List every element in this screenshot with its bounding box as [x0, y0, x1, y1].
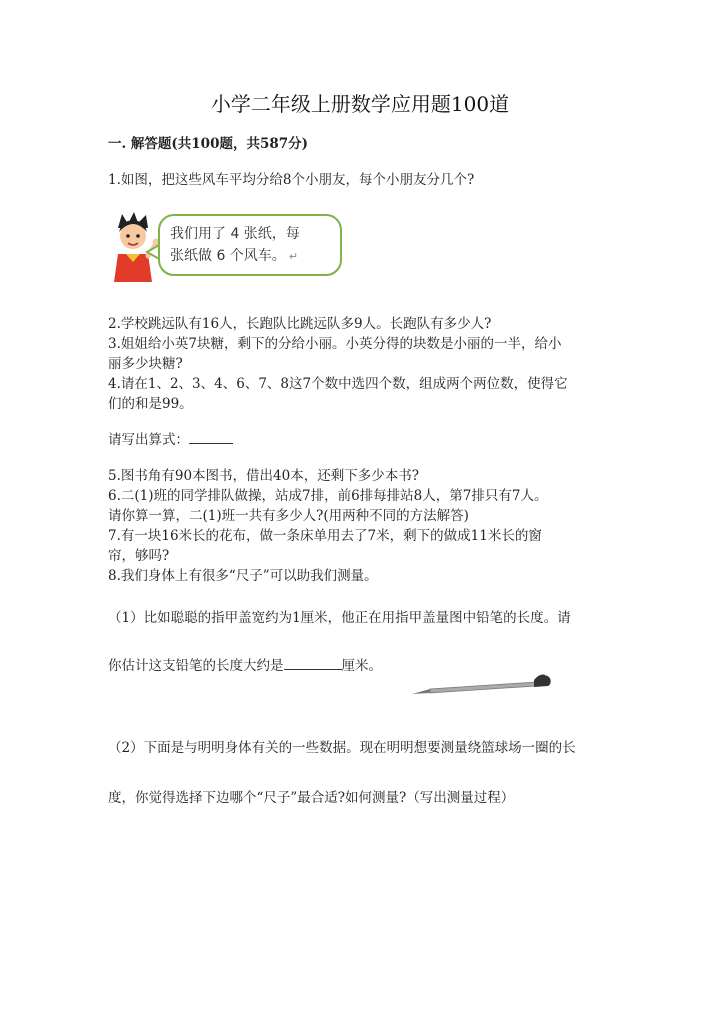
question-4-line-1: 4.请在1、2、3、4、6、7、8这7个数中选四个数，组成两个两位数，使得它 [108, 376, 568, 392]
pencil-icon [408, 670, 558, 706]
question-3-line-2: 丽多少块糖? [108, 356, 183, 372]
question-7-line-1: 7.有一块16米长的花布，做一条床单用去了7米，剩下的做成11米长的窗 [108, 528, 542, 544]
question-3-line-1: 3.姐姐给小英7块糖，剩下的分给小丽。小英分得的块数是小丽的一半，给小 [108, 336, 562, 352]
section-heading: 一. 解答题(共100题，共587分) [108, 136, 309, 152]
bubble-line-2: 张纸做 6 个风车。 [170, 248, 286, 264]
question-5: 5.图书角有90本图书，借出40本，还剩下多少本书? [108, 468, 419, 484]
estimate-text: 你估计这支铅笔的长度大约是 [108, 658, 284, 674]
formula-label: 请写出算式： [108, 432, 189, 448]
question-8-part-1-line-2 [108, 656, 382, 676]
page-title: 小学二年级上册数学应用题100道 [210, 92, 510, 116]
question-4-prompt [108, 430, 233, 450]
question-2: 2.学校跳远队有16人，长跑队比跳远队多9人。长跑队有多少人? [108, 316, 492, 332]
estimate-unit: 厘米。 [341, 658, 382, 674]
question-8-part-2-line-2: 度，你觉得选择下边哪个“尺子”最合适?如何测量?（写出测量过程） [108, 790, 515, 806]
question-8: 8.我们身体上有很多“尺子”可以助我们测量。 [108, 568, 378, 584]
formula-blank [189, 443, 233, 444]
question-8-part-1-line-1: （1）比如聪聪的指甲盖宽约为1厘米，他正在用指甲盖量图中铅笔的长度。请 [108, 610, 571, 626]
return-mark-icon: ↵ [288, 250, 299, 263]
q1-illustration [108, 210, 348, 284]
estimate-blank [284, 669, 342, 670]
question-4-line-2: 们的和是99。 [108, 396, 193, 412]
question-7-line-2: 帘，够吗? [108, 548, 170, 564]
question-6-line-1: 6.二(1)班的同学排队做操，站成7排，前6排每排站8人，第7排只有7人。 [108, 488, 548, 504]
question-1: 1.如图，把这些风车平均分给8个小朋友，每个小朋友分几个? [108, 172, 475, 188]
question-8-part-2-line-1: （2）下面是与明明身体有关的一些数据。现在明明想要测量绕篮球场一圈的长 [108, 740, 576, 756]
speech-bubble [158, 214, 342, 276]
bubble-line-1: 我们用了 4 张纸，每 [170, 226, 300, 242]
question-6-line-2: 请你算一算，二(1)班一共有多少人?(用两种不同的方法解答) [108, 508, 469, 524]
